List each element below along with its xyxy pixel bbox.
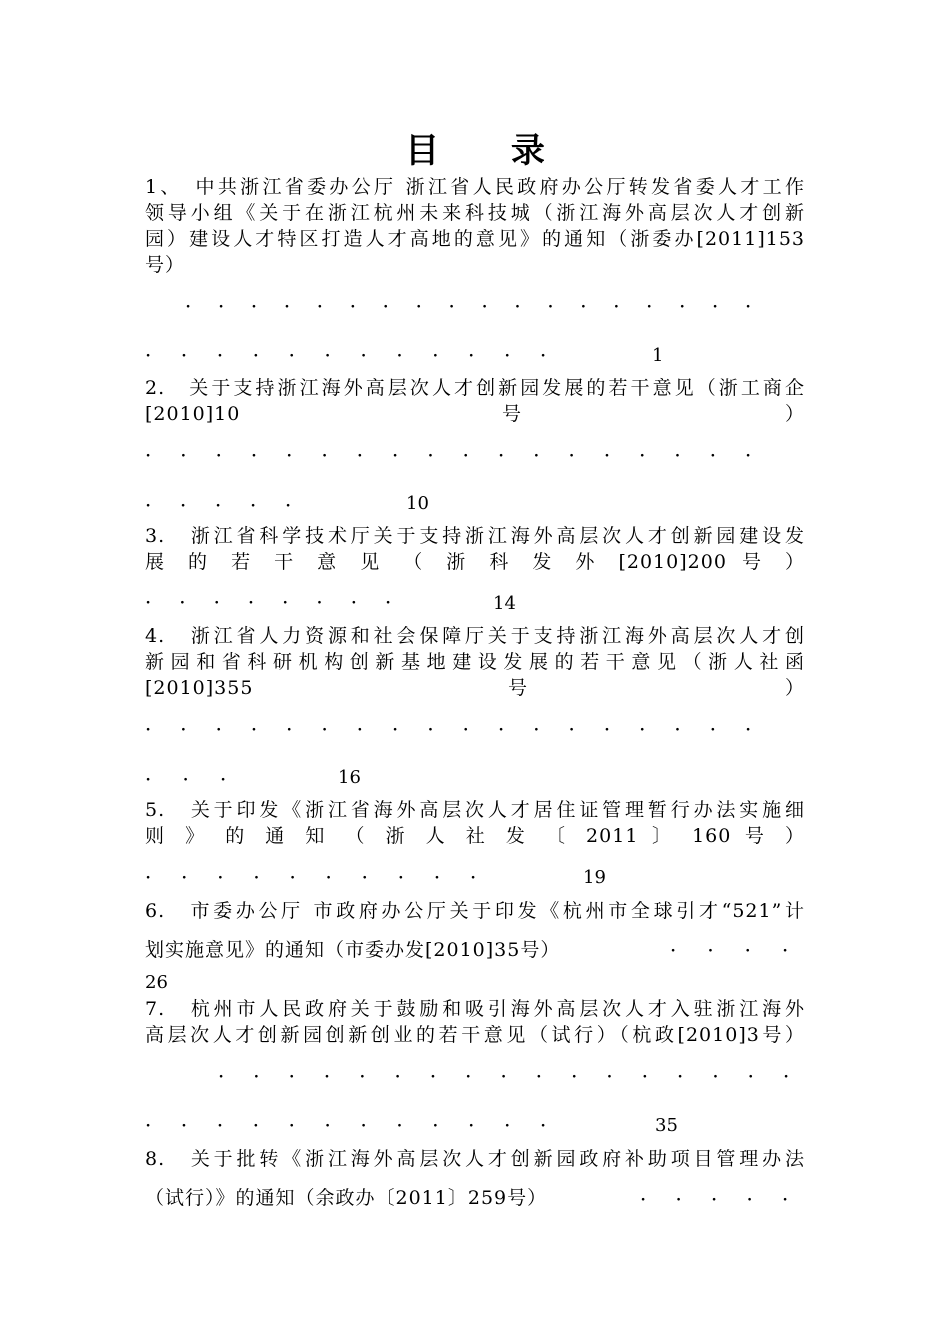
leader-dots: ．．．．．．．．．． [145, 859, 490, 883]
entry-text-fragment: [2010]355 [145, 677, 254, 699]
page-number: 26 [145, 972, 168, 993]
entry-text-fragment: [2010]10 [145, 403, 241, 425]
page-number: 19 [583, 867, 606, 888]
entry-text-line: 8. 关于批转《浙江海外高层次人才创新园政府补助项目管理办法 [145, 1148, 805, 1170]
leader-dots: ．．．．． [640, 1181, 802, 1205]
leader-dots: ．．．．．．．．．．．．．．．．．． [145, 711, 765, 735]
entry-text-line: 领导小组《关于在浙江杭州未来科技城（浙江海外高层次人才创新 [145, 202, 805, 224]
entry-text-line: 高层次人才创新园创新创业的若干意见（试行）（杭政[2010]3号） [145, 1024, 805, 1046]
entry-text-line: 6. 市委办公厅 市政府办公厅关于印发《杭州市全球引才“521”计 [145, 900, 805, 922]
entry-text-line: 则 》 的 通 知 （ 浙 人 社 发 〔 2011 〕 160 号 ） [145, 825, 805, 847]
leader-dots: ．．．．．．．．．．．．．．．．．． [185, 288, 765, 312]
entry-text-line: 新园和省科研机构创新基地建设发展的若干意见（浙人社函 [145, 651, 805, 673]
entry-text-line: 1、 中共浙江省委办公厅 浙江省人民政府办公厅转发省委人才工作 [145, 176, 805, 198]
entry-text-line: 园）建设人才特区打造人才高地的意见》的通知（浙委办[2011]153 [145, 228, 805, 250]
entry-text-line: 4. 浙江省人力资源和社会保障厅关于支持浙江海外高层次人才创 [145, 625, 805, 647]
entry-text-line: 7. 杭州市人民政府关于鼓励和吸引海外高层次人才入驻浙江海外 [145, 998, 805, 1020]
leader-dots: ．．．．．．．．．．．．．．．．．． [145, 437, 765, 461]
leader-dots: ．．．．． [145, 487, 305, 511]
entry-text-fragment: 号 [508, 677, 529, 699]
entry-text-line: 划实施意见》的通知（市委办发[2010]35号） [145, 939, 561, 961]
entry-text-line: 展 的 若 干 意 见 （ 浙 科 发 外 [2010]200 号 ） [145, 551, 805, 573]
page-title: 目 录 [405, 131, 575, 171]
page-number: 14 [493, 593, 516, 614]
leader-dots: ．．．． [670, 932, 802, 956]
entry-text-line: （试行）》的通知（余政办〔2011〕259号） [145, 1187, 548, 1209]
entry-text-line: 号） [145, 254, 186, 276]
entry-text-fragment: 号 [502, 403, 523, 425]
entry-text-line: 2. 关于支持浙江海外高层次人才创新园发展的若干意见（浙工商企 [145, 377, 805, 399]
leader-dots: ．．．．．．．．．．．． [145, 1107, 560, 1131]
entry-text-line: 3. 浙江省科学技术厅关于支持浙江海外高层次人才创新园建设发 [145, 525, 805, 547]
page-number: 10 [406, 493, 429, 514]
page-number: 1 [652, 345, 664, 366]
leader-dots: ．．．．．．．．．．．． [145, 337, 560, 361]
entry-text-line: 5. 关于印发《浙江省海外高层次人才居住证管理暂行办法实施细 [145, 799, 805, 821]
entry-text-fragment: ） [785, 403, 806, 425]
entry-text-fragment: ） [785, 677, 806, 699]
page-number: 16 [338, 767, 361, 788]
leader-dots: ．．． [145, 761, 240, 785]
page-number: 35 [655, 1115, 678, 1136]
leader-dots: ．．．．．．．． [145, 584, 405, 608]
leader-dots: ．．．．．．．．．．．．．．．．． [218, 1058, 803, 1082]
